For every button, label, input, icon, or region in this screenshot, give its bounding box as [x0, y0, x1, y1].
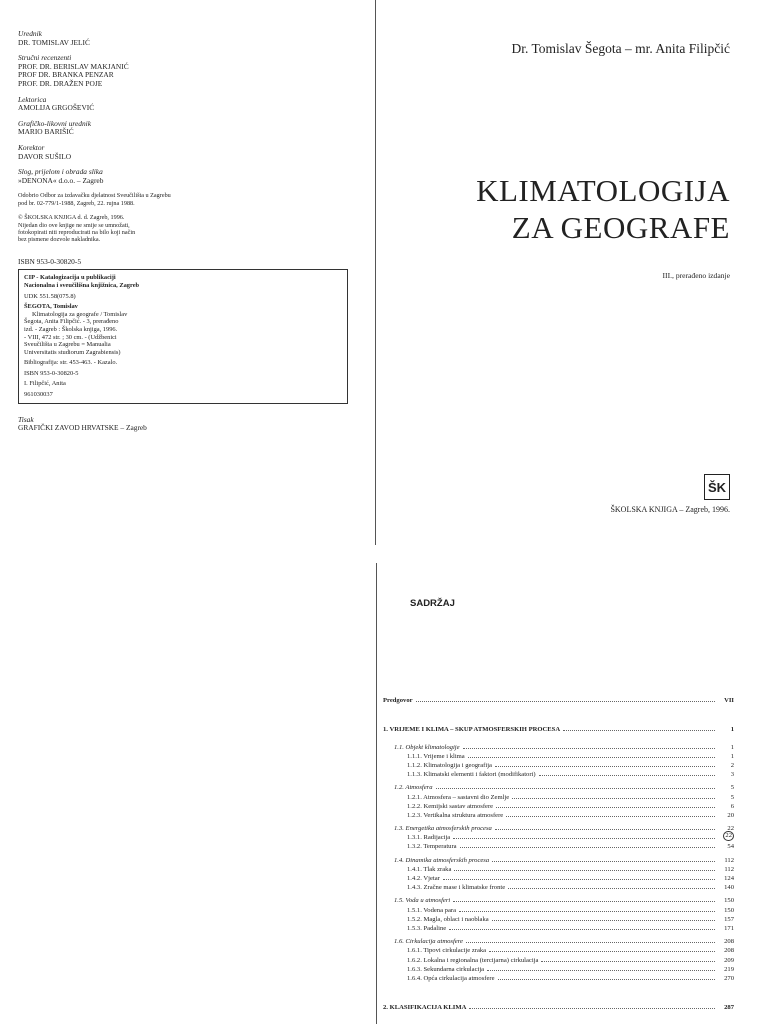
- leader-dots: [495, 829, 715, 830]
- toc-label: 1.3. Energetika atmosferskih procesa: [394, 825, 492, 833]
- publisher-logo: ŠK: [704, 474, 730, 500]
- toc-page: 1: [730, 726, 734, 734]
- leader-dots: [541, 961, 715, 962]
- toc-page: 5: [730, 793, 734, 801]
- cip-udk: UDK 551.58(075.8): [24, 292, 76, 300]
- toc-page: 1: [730, 752, 734, 760]
- cip-author: ŠEGOTA, Tomislav: [24, 303, 78, 311]
- leader-dots: [459, 911, 715, 912]
- toc-subsection[interactable]: [383, 832, 734, 841]
- imprint-column: [18, 30, 358, 440]
- toc-section[interactable]: [383, 741, 734, 750]
- toc-label: 1.1.1. Vrijeme i klima: [407, 752, 465, 760]
- cip-desc: Šegota, Anita Filipčić. - 3, prerađeno: [24, 318, 119, 326]
- authors: Dr. Tomislav Šegota – mr. Anita Filipčić: [511, 41, 730, 56]
- toc-label: 1.6.2. Lokalna i regionalna (tercijarna) cirkulacija: [407, 956, 539, 964]
- toc-subsection[interactable]: [383, 954, 734, 963]
- toc-page-circled: [718, 831, 734, 841]
- copyright-line: © ŠKOLSKA KNJIGA d. d. Zagreb, 1996.: [18, 214, 125, 222]
- leader-dots: [495, 766, 715, 767]
- toc-subsection[interactable]: [383, 873, 734, 882]
- korektor: DAVOR SUŠILO: [18, 151, 72, 161]
- toc-page: 150: [724, 906, 734, 914]
- copyright-line: bez pismene dozvole nakladnika.: [18, 236, 101, 244]
- graficki-label: Grafičko-likovni urednik: [18, 118, 91, 128]
- toc-page: 20: [727, 811, 734, 819]
- odobrio-line: Odobrio Odbor za izdavačku djelatnost Sveučilišta u Zagrebu: [18, 192, 171, 200]
- leader-dots: [492, 861, 715, 862]
- leader-dots: [563, 730, 715, 731]
- toc-subsection[interactable]: [383, 904, 734, 913]
- toc-label: 1.2.1. Atmosfera – sastavni dio Zemlje: [407, 793, 510, 801]
- korektor-label: Korektor: [18, 142, 45, 152]
- toc-label: 1.4.1. Tlak zraka: [407, 865, 452, 873]
- toc-subsection[interactable]: [383, 945, 734, 954]
- toc-section[interactable]: [383, 895, 734, 904]
- toc-subsection[interactable]: [383, 801, 734, 810]
- title-line-1: KLIMATOLOGIJA: [476, 173, 730, 208]
- cip-desc: Sveučilišta u Zagrebu = Manualia: [24, 341, 111, 349]
- toc-page: 287: [724, 1004, 734, 1012]
- cip-desc: - VIII, 472 str. ; 30 cm. - (Udžbenici: [24, 333, 117, 341]
- recenzent: PROF. DR. DRAŽEN POJE: [18, 78, 103, 88]
- toc-subsection[interactable]: [383, 769, 734, 778]
- slog-label: Slog, prijelom i obrada slika: [18, 167, 103, 177]
- toc-section[interactable]: [383, 854, 734, 863]
- cip-coauthor: I. Filipčić, Anita: [24, 380, 66, 388]
- toc-predgovor[interactable]: [383, 695, 734, 704]
- publisher: ŠKOLSKA KNJIGA – Zagreb, 1996.: [610, 505, 730, 514]
- toc-label: 1.5.2. Magla, oblaci i naoblaka: [407, 915, 489, 923]
- cip-isbn: ISBN 953-0-30820-5: [24, 369, 79, 377]
- toc-label: Predgovor: [383, 697, 413, 705]
- cip-desc: Universitatis studiorum Zagrabiensis): [24, 348, 121, 356]
- odobrio-line: pod br. 02-779/1-1988, Zagreb, 22. rujna 1988.: [18, 199, 135, 207]
- isbn: ISBN 953-0-30820-5: [18, 256, 82, 266]
- recenzenti-label: Stručni recenzenti: [18, 53, 72, 63]
- leader-dots: [454, 870, 715, 871]
- leader-dots: [436, 788, 715, 789]
- cip-heading: Nacionalna i sveučilišna knjižnica, Zagreb: [24, 281, 140, 289]
- toc-subsection[interactable]: [383, 810, 734, 819]
- toc-page: 171: [724, 924, 734, 932]
- toc-page: 208: [724, 938, 734, 946]
- leader-dots: [453, 838, 715, 839]
- toc-label: 1.5.3. Padaline: [407, 924, 447, 932]
- toc-subsection[interactable]: [383, 751, 734, 760]
- toc-page: 209: [724, 956, 734, 964]
- toc-section[interactable]: [383, 936, 734, 945]
- toc-label: 2. KLASIFIKACIJA KLIMA: [383, 1004, 467, 1012]
- toc-label: 1.4. Dinamika atmosferskih procesa: [394, 856, 490, 864]
- toc-subsection[interactable]: [383, 882, 734, 891]
- cip-number: 961030037: [24, 391, 53, 399]
- toc-page: 54: [727, 843, 734, 851]
- leader-dots: [453, 901, 715, 902]
- slog: »DENONA« d.o.o. – Zagreb: [18, 175, 104, 185]
- toc-label: 1.5. Voda u atmosferi: [394, 897, 451, 905]
- page-divider: [376, 563, 377, 1024]
- leader-dots: [498, 979, 715, 980]
- toc-page: 157: [724, 915, 734, 923]
- toc-subsection[interactable]: [383, 923, 734, 932]
- toc-label: 1.3.2. Temperatura: [407, 843, 457, 851]
- graficki-urednik: MARIO BARIŠIĆ: [18, 127, 74, 137]
- cip-biblio: Bibliografija: str. 453-463. - Kazalo.: [24, 359, 118, 367]
- leader-dots: [443, 879, 715, 880]
- lektorica-label: Lektorica: [18, 94, 47, 104]
- leader-dots: [460, 847, 715, 848]
- leader-dots: [463, 748, 715, 749]
- toc-page: 219: [724, 965, 734, 973]
- toc-label: 1.6.3. Sekundarna cirkulacija: [407, 965, 485, 973]
- toc-label: 1.2. Atmosfera: [394, 784, 433, 792]
- cip-desc: izd. - Zagreb : Školska knjiga, 1996.: [24, 325, 118, 333]
- lektorica: AMOLIJA GRGOŠEVIĆ: [18, 103, 95, 113]
- toc-section[interactable]: [383, 823, 734, 832]
- toc-subsection[interactable]: [383, 973, 734, 982]
- toc-label: 1.5.1. Vodena para: [407, 906, 457, 914]
- leader-dots: [489, 951, 715, 952]
- toc-subsection[interactable]: [383, 914, 734, 923]
- toc-chapter-1[interactable]: [383, 724, 734, 733]
- copyright-line: fotokopirati niti reproducirati na bilo koji način: [18, 228, 136, 236]
- toc-label: 1. VRIJEME I KLIMA – SKUP ATMOSFERSKIH PROCESA: [383, 726, 561, 734]
- toc-label: 1.4.3. Zračne mase i klimatske fronte: [407, 884, 506, 892]
- toc-page: 208: [724, 947, 734, 955]
- leader-dots: [512, 798, 715, 799]
- table-of-contents: [383, 695, 734, 1011]
- edition: III., prerađeno izdanje: [662, 271, 730, 280]
- toc-label: 1.4.2. Vjetar: [407, 875, 440, 882]
- leader-dots: [539, 775, 715, 776]
- title-line-2: ZA GEOGRAFE: [511, 210, 730, 245]
- cip-desc: Klimatologija za geografe / Tomislav: [32, 310, 128, 318]
- toc-label: 1.6.4. Opća cirkulacija atmosfere: [407, 974, 495, 982]
- toc-chapter-2[interactable]: [383, 1002, 734, 1011]
- leader-dots: [496, 807, 715, 808]
- toc-page: 112: [724, 856, 734, 864]
- leader-dots: [492, 920, 715, 921]
- toc-page: 2: [730, 761, 734, 769]
- toc-subsection[interactable]: [383, 964, 734, 973]
- leader-dots: [506, 816, 715, 817]
- copyright-line: Nijedan dio ove knjige ne smije se umnožati,: [18, 221, 130, 229]
- tisak-label: Tisak: [18, 414, 34, 424]
- leader-dots: [449, 929, 715, 930]
- toc-label: 1.2.3. Vertikalna struktura atmosfere: [407, 811, 504, 819]
- toc-page: 270: [724, 974, 734, 982]
- toc-label: 1.1.2. Klimatologija i geografija: [407, 761, 492, 769]
- toc-page: VII: [724, 697, 734, 705]
- urednik-label: Urednik: [18, 29, 42, 38]
- page-divider: [375, 0, 376, 545]
- leader-dots: [416, 701, 715, 702]
- cip-heading: CIP - Katalogizacija u publikaciji: [24, 274, 116, 282]
- leader-dots: [487, 970, 715, 971]
- toc-page: 140: [724, 884, 734, 892]
- cip-box: [18, 269, 348, 403]
- toc-page: 3: [730, 771, 734, 779]
- toc-subsection[interactable]: [383, 760, 734, 769]
- urednik: DR. TOMISLAV JELIĆ: [18, 37, 90, 47]
- toc-page: 1: [730, 743, 734, 751]
- tisak: GRAFIČKI ZAVOD HRVATSKE – Zagreb: [18, 423, 147, 433]
- leader-dots: [468, 757, 715, 758]
- circle-mark-icon: 22: [725, 832, 732, 840]
- toc-label: 1.2.2. Kemijski sastav atmosfere: [407, 802, 494, 810]
- toc-page: 112: [724, 865, 734, 873]
- toc-subsection[interactable]: [383, 791, 734, 800]
- recenzent: PROF DR. BRANKA PENZAR: [18, 70, 114, 80]
- toc-page: 22: [727, 825, 734, 833]
- leader-dots: [508, 888, 715, 889]
- contents-heading: SADRŽAJ: [410, 598, 455, 609]
- toc-page: 150: [724, 897, 734, 905]
- toc-subsection[interactable]: [383, 864, 734, 873]
- leader-dots: [469, 1008, 715, 1009]
- toc-label: 1.1.3. Klimatski elementi i faktori (modifikatori): [407, 771, 536, 779]
- leader-dots: [466, 942, 715, 943]
- toc-label: 1.6.1. Tipovi cirkulacije zraka: [407, 947, 487, 955]
- toc-label: 1.6. Cirkulacija atmosfere: [394, 938, 463, 946]
- toc-label: 1.1. Objekt klimatologije: [394, 743, 460, 751]
- toc-subsection[interactable]: [383, 841, 734, 850]
- book-title: [476, 172, 730, 246]
- toc-page: 124: [724, 875, 734, 882]
- toc-section[interactable]: [383, 782, 734, 791]
- toc-page: 6: [730, 802, 734, 810]
- toc-label: 1.3.1. Radijacija: [407, 834, 451, 842]
- toc-page: 5: [730, 784, 734, 792]
- recenzent: PROF. DR. BERISLAV MAKJANIĆ: [18, 61, 129, 71]
